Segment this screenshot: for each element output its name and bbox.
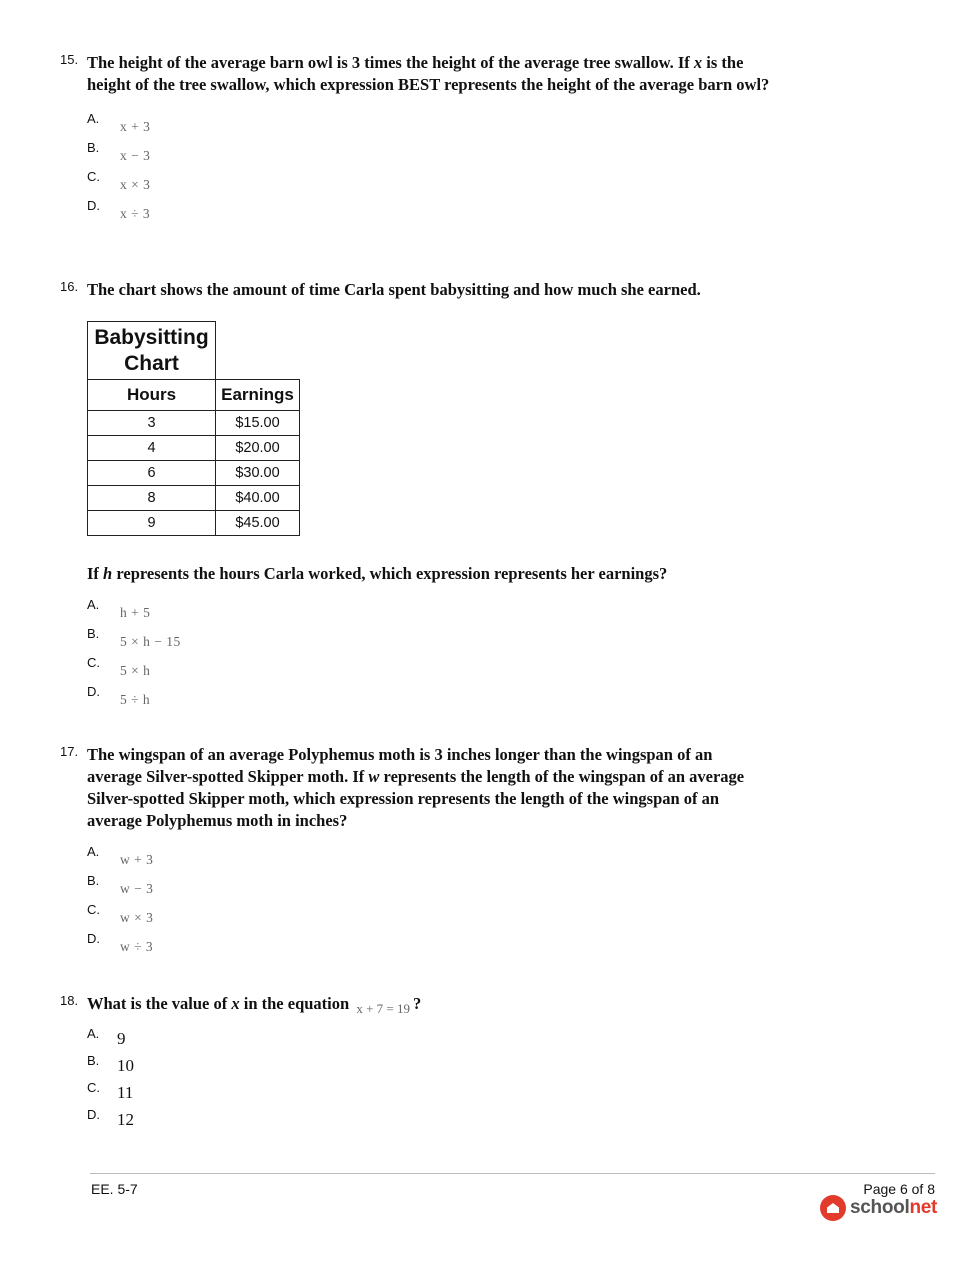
question-number: 15. <box>60 52 79 67</box>
footer-divider <box>90 1173 935 1174</box>
equation: x + 7 = 19 <box>356 1001 410 1016</box>
table-row: 3 $15.00 <box>88 411 300 436</box>
question-18 <box>60 993 780 1134</box>
question-text: The height of the average barn owl is 3 times the height of the average tree swallow. If x is the height of the tree swallow, which expression BEST represents the height of the average barn owl? <box>87 53 770 94</box>
answer-choices <box>87 1026 780 1134</box>
babysitting-table <box>87 321 300 536</box>
choice-c[interactable]: C. 11 <box>87 1080 134 1102</box>
page-number: Page 6 of 8 <box>863 1181 935 1197</box>
choice-b[interactable]: B. w − 3 <box>87 873 154 896</box>
question-text: What is the value of x in the equation $_{x + 7 = 19}$ ? <box>87 994 422 1016</box>
choice-a[interactable]: A. x + 3 <box>87 111 151 134</box>
answer-choices <box>87 597 780 713</box>
choice-a[interactable]: A. 9 <box>87 1026 126 1048</box>
house-icon <box>820 1195 846 1221</box>
choice-d[interactable]: D. x ÷ 3 <box>87 198 151 221</box>
choice-c[interactable]: C. x × 3 <box>87 169 151 192</box>
answer-choices <box>87 844 780 960</box>
table-row: 9 $45.00 <box>88 511 300 536</box>
question-number: 18. <box>60 993 79 1008</box>
choice-a[interactable]: A. h + 5 <box>87 597 151 620</box>
table-row: 8 $40.00 <box>88 486 300 511</box>
question-text: The wingspan of an average Polyphemus moth is 3 inches longer than the wingspan of an average Silver-spotted Skipper moth. If w represents the length of the wingspan of an average Silver-spotted Skipper moth, which expression represents the length of the wingspan of an average Polyphemus moth in inches? <box>87 745 745 830</box>
choice-c[interactable]: C. w × 3 <box>87 902 154 925</box>
question-16-prompt <box>60 563 780 713</box>
question-prompt: If h represents the hours Carla worked, which expression represents her earnings? <box>87 564 668 583</box>
table-row: 6 $30.00 <box>88 461 300 486</box>
choice-d[interactable]: D. w ÷ 3 <box>87 931 154 954</box>
table-header-hours: Hours <box>88 380 216 411</box>
choice-a[interactable]: A. w + 3 <box>87 844 154 867</box>
table-header-earnings: Earnings <box>216 380 300 411</box>
choice-d[interactable]: D. 5 ÷ h <box>87 684 151 707</box>
schoolnet-logo: schoolnet <box>820 1195 937 1221</box>
choice-c[interactable]: C. 5 × h <box>87 655 151 678</box>
choice-b[interactable]: B. x − 3 <box>87 140 151 163</box>
choice-b[interactable]: B. 10 <box>87 1053 134 1075</box>
table-title: Babysitting Chart <box>88 322 216 380</box>
footer-standard: EE. 5-7 <box>91 1181 138 1197</box>
table-row: 4 $20.00 <box>88 436 300 461</box>
question-17 <box>60 744 780 960</box>
answer-choices <box>87 111 780 227</box>
choice-d[interactable]: D. 12 <box>87 1107 134 1129</box>
choice-b[interactable]: B. 5 × h − 15 <box>87 626 181 649</box>
question-number: 17. <box>60 744 79 759</box>
question-text: The chart shows the amount of time Carla spent babysitting and how much she earned. <box>87 280 701 299</box>
question-number: 16. <box>60 279 79 294</box>
question-16 <box>60 279 780 301</box>
question-15 <box>60 52 780 227</box>
